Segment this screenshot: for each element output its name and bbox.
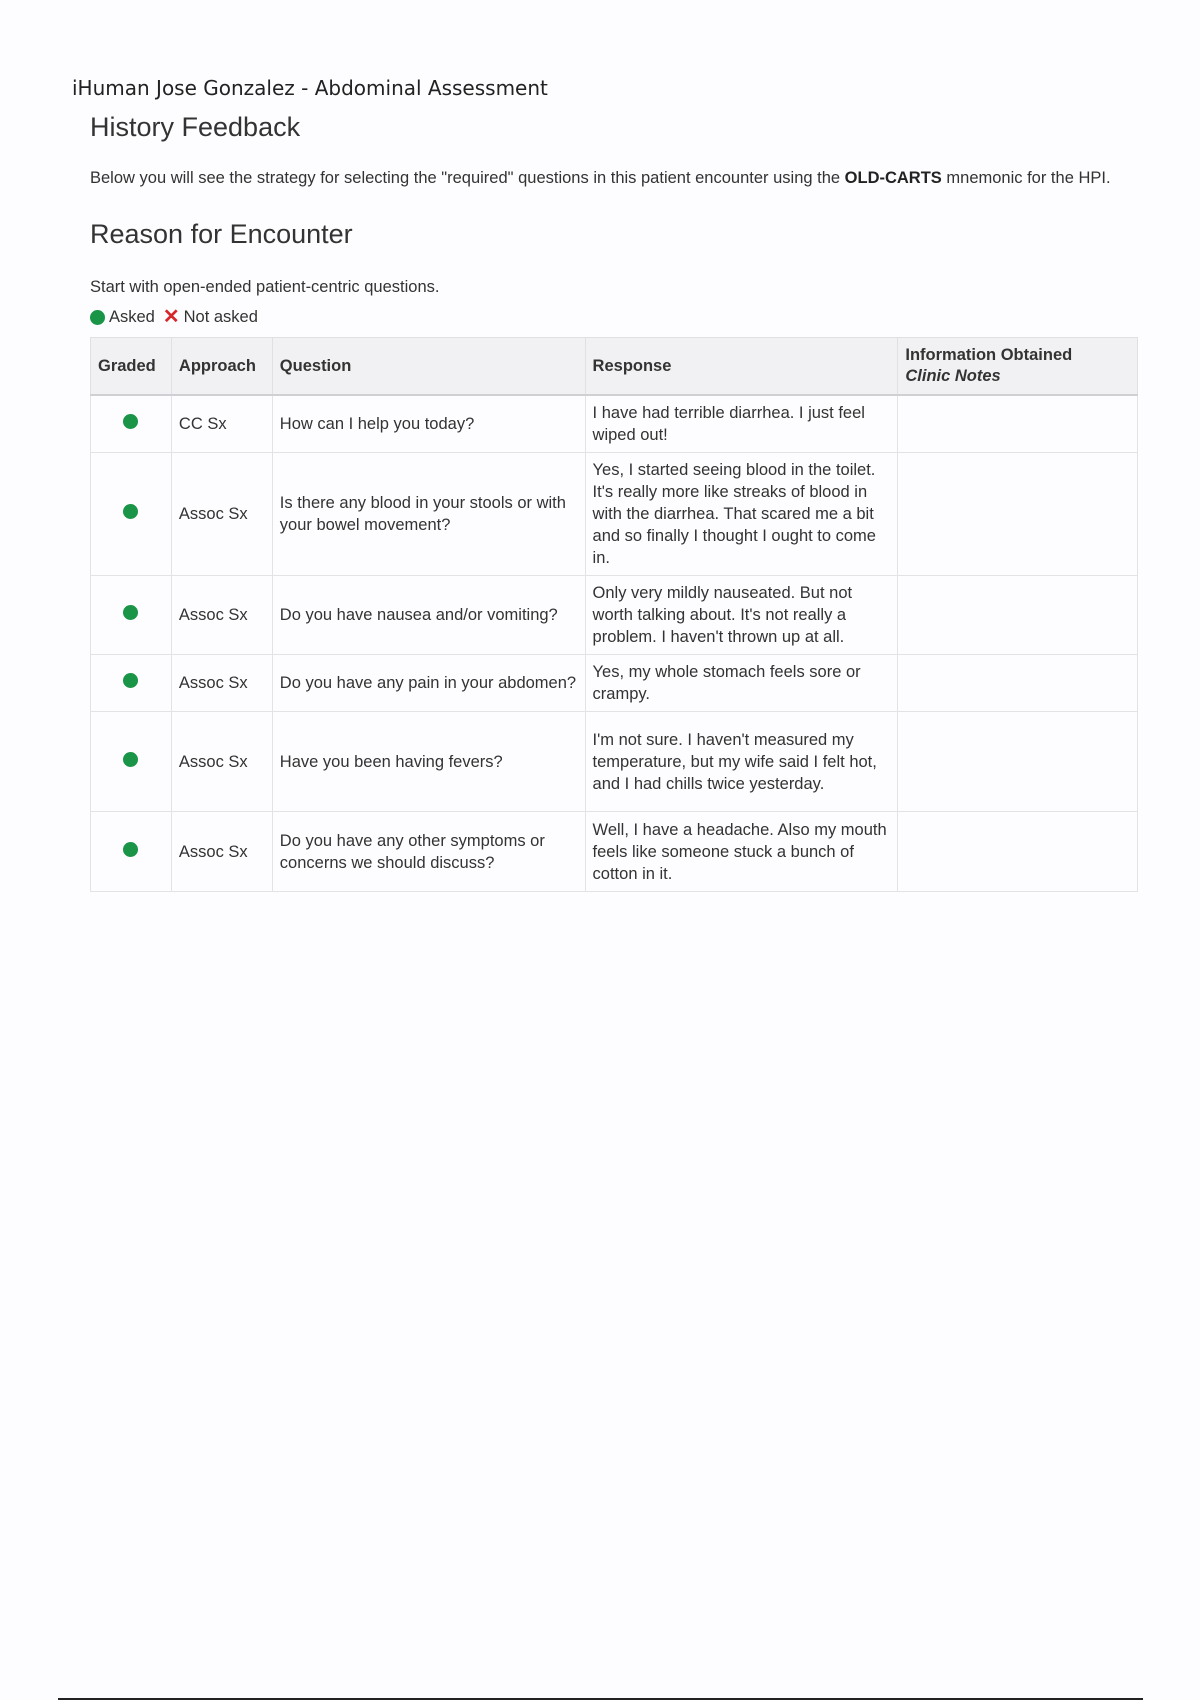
question-cell: How can I help you today?: [272, 395, 585, 453]
table-body: [91, 395, 1138, 892]
feedback-content: [90, 112, 1138, 892]
intro-mnemonic: OLD-CARTS: [844, 169, 942, 187]
table-row: [91, 395, 1138, 453]
question-cell: Do you have nausea and/or vomiting?: [272, 576, 585, 655]
response-cell: I'm not sure. I haven't measured my temperature, but my wife said I felt hot, and I had chills twice yesterday.: [585, 712, 898, 812]
intro-text: Below you will see the strategy for selecting the "required" questions in this patient encounter using the: [90, 169, 845, 187]
question-cell: Do you have any pain in your abdomen?: [272, 655, 585, 712]
graded-cell: [91, 712, 172, 812]
graded-cell: [91, 655, 172, 712]
information-cell: [898, 453, 1138, 576]
response-cell: Well, I have a headache. Also my mouth feels like someone stuck a bunch of cotton in it.: [585, 812, 898, 892]
approach-cell: Assoc Sx: [171, 655, 272, 712]
asked-dot-icon: [90, 310, 105, 325]
table-row: [91, 576, 1138, 655]
graded-cell: [91, 576, 172, 655]
intro-paragraph: [90, 167, 1138, 189]
header-clinic-notes: Clinic Notes: [905, 367, 1001, 385]
section-subtitle: Start with open-ended patient-centric questions.: [90, 278, 440, 296]
table-row: [91, 812, 1138, 892]
asked-dot-icon: [123, 605, 138, 620]
approach-cell: Assoc Sx: [171, 453, 272, 576]
history-feedback-table: [90, 337, 1138, 892]
header-information-label: Information Obtained: [905, 346, 1073, 364]
response-cell: Yes, my whole stomach feels sore or crampy.: [585, 655, 898, 712]
approach-cell: Assoc Sx: [171, 812, 272, 892]
approach-cell: Assoc Sx: [171, 576, 272, 655]
section-title: Reason for Encounter: [90, 219, 353, 249]
approach-cell: Assoc Sx: [171, 712, 272, 812]
question-cell: Do you have any other symptoms or concerns we should discuss?: [272, 812, 585, 892]
table-header-row: [91, 338, 1138, 396]
header-graded: Graded: [91, 338, 172, 396]
information-cell: [898, 576, 1138, 655]
information-cell: [898, 712, 1138, 812]
intro-end: mnemonic for the HPI.: [941, 169, 1111, 187]
graded-cell: [91, 812, 172, 892]
header-information: [898, 338, 1138, 396]
asked-dot-icon: [123, 842, 138, 857]
response-cell: Yes, I started seeing blood in the toilet. It's really more like streaks of blood in with the diarrhea. That scared me a bit and so finally I thought I ought to come in.: [585, 453, 898, 576]
legend: [90, 307, 1138, 327]
asked-dot-icon: [123, 673, 138, 688]
asked-dot-icon: [123, 504, 138, 519]
legend-asked-label: Asked: [109, 307, 155, 326]
graded-cell: [91, 395, 172, 453]
information-cell: [898, 812, 1138, 892]
question-cell: Have you been having fevers?: [272, 712, 585, 812]
information-cell: [898, 395, 1138, 453]
not-asked-x-icon: ✕: [162, 306, 180, 328]
approach-cell: CC Sx: [171, 395, 272, 453]
document-header: iHuman Jose Gonzalez - Abdominal Assessment: [72, 76, 548, 100]
question-cell: Is there any blood in your stools or with your bowel movement?: [272, 453, 585, 576]
information-cell: [898, 655, 1138, 712]
header-question: Question: [272, 338, 585, 396]
table-row: [91, 655, 1138, 712]
response-cell: Only very mildly nauseated. But not worth talking about. It's not really a problem. I haven't thrown up at all.: [585, 576, 898, 655]
asked-dot-icon: [123, 414, 138, 429]
asked-dot-icon: [123, 752, 138, 767]
table-row: [91, 453, 1138, 576]
page-title: History Feedback: [90, 112, 301, 142]
graded-cell: [91, 453, 172, 576]
header-response: Response: [585, 338, 898, 396]
header-approach: Approach: [171, 338, 272, 396]
table-row: [91, 712, 1138, 812]
legend-not-asked-label: Not asked: [183, 307, 258, 326]
response-cell: I have had terrible diarrhea. I just feel wiped out!: [585, 395, 898, 453]
